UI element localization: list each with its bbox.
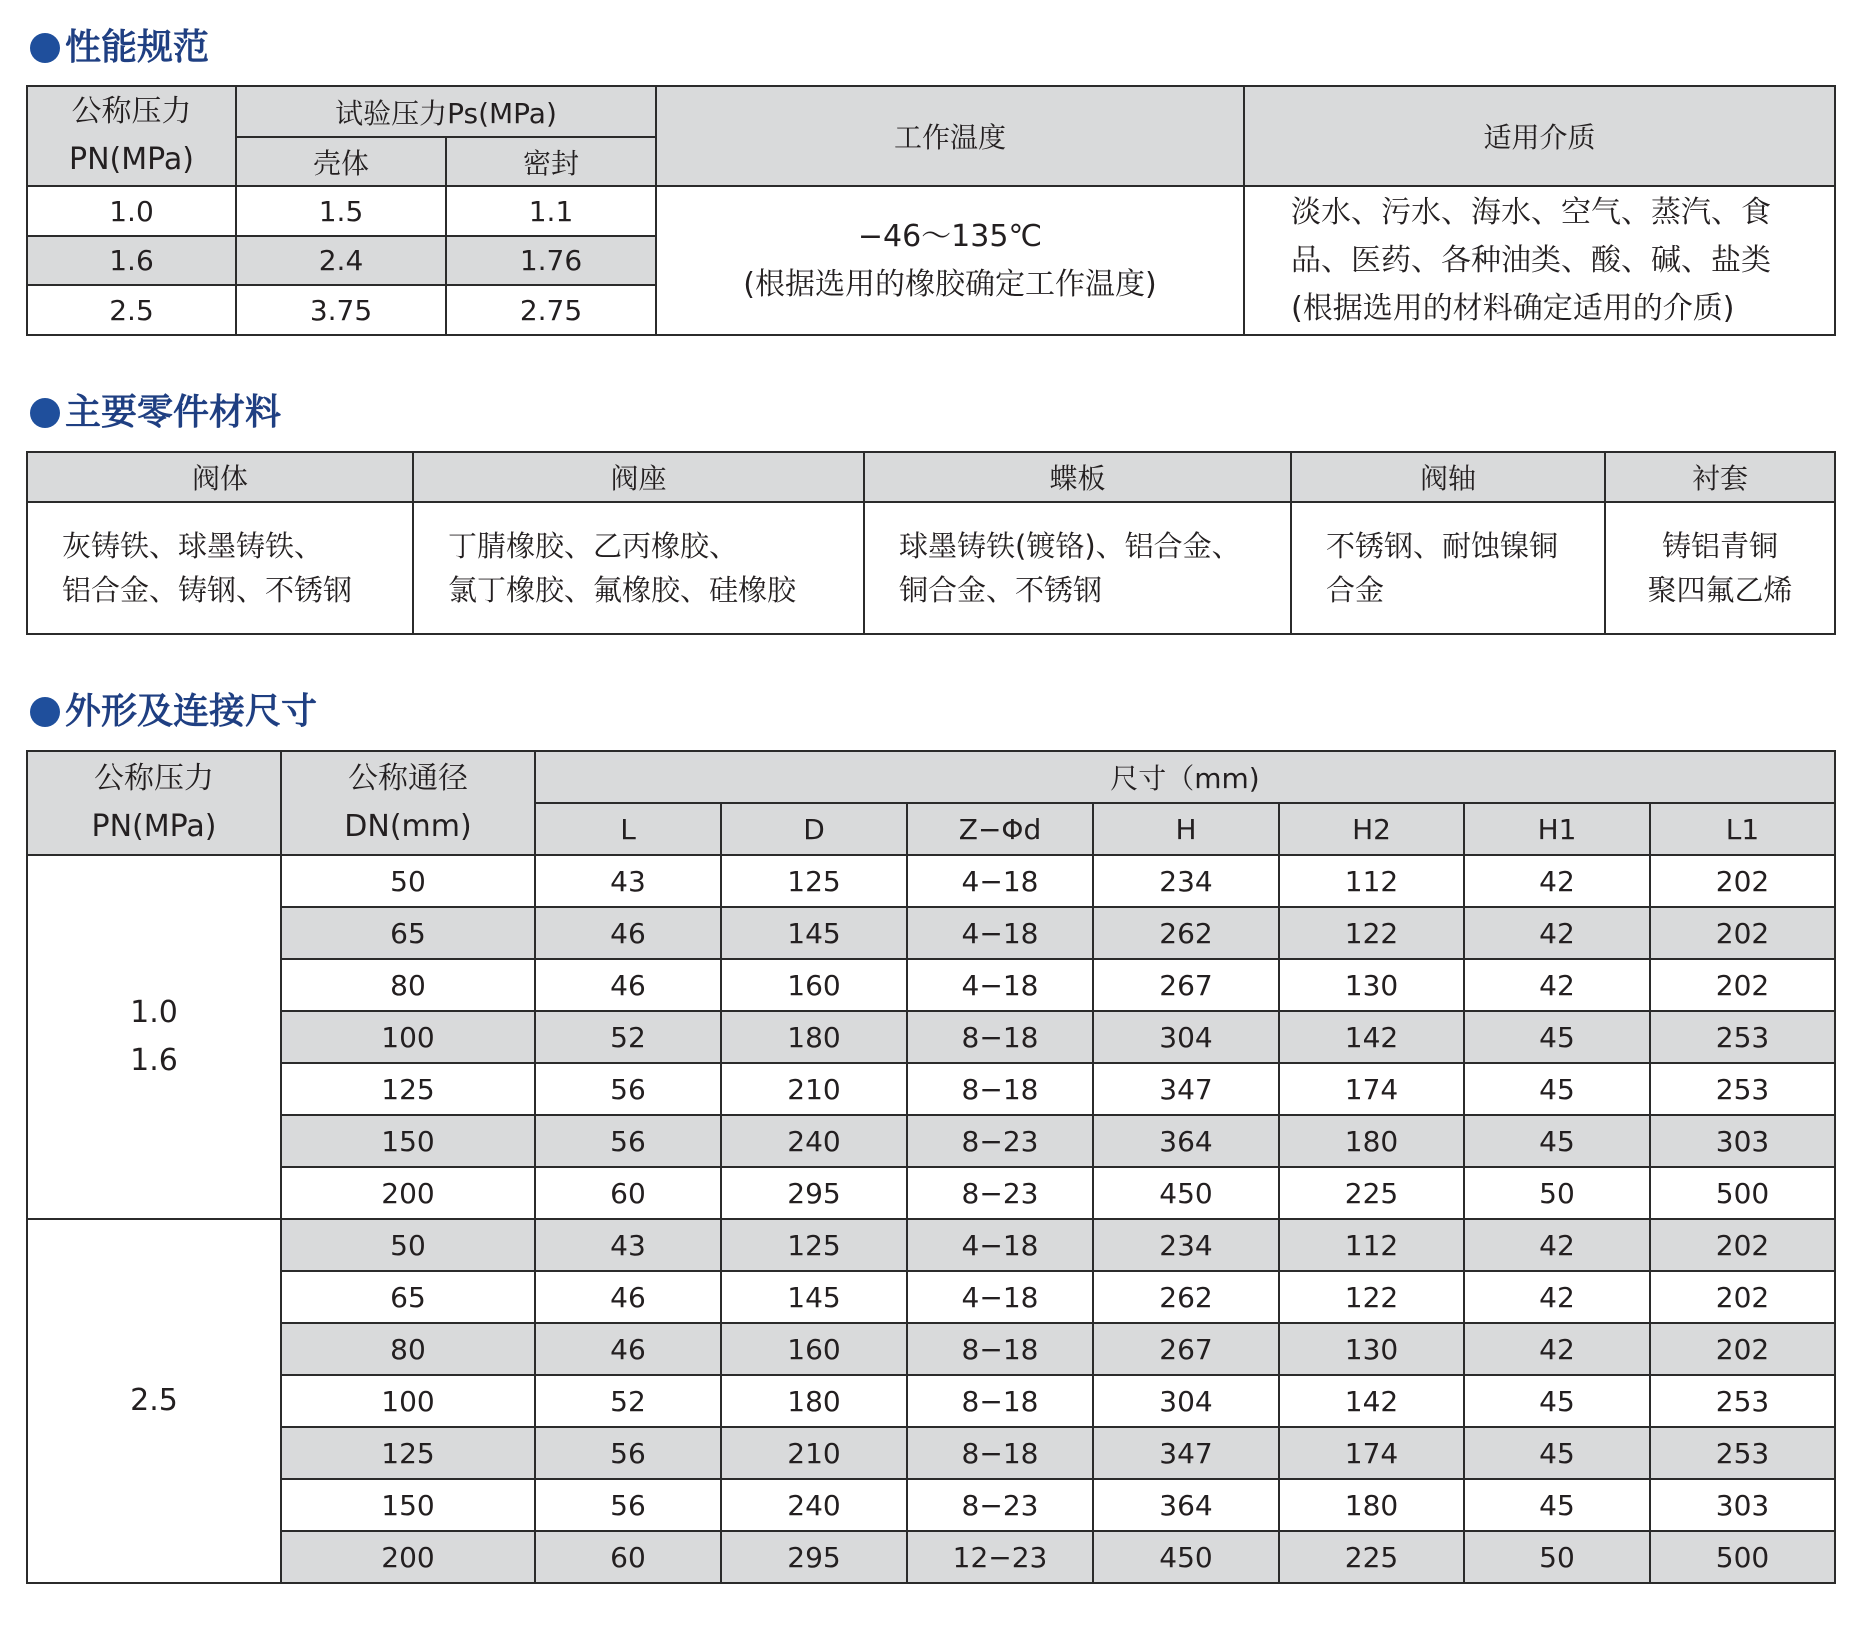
header-body: 阀体 — [27, 452, 413, 502]
cell-D: 180 — [721, 1011, 907, 1063]
cell-shaft-material — [1291, 502, 1605, 634]
cell-bushing-material — [1605, 502, 1835, 634]
cell-H: 364 — [1093, 1479, 1279, 1531]
header-pn-line2: PN(MPa) — [91, 809, 217, 844]
header-seal: 密封 — [446, 137, 656, 186]
cell-H2: 112 — [1279, 1219, 1464, 1271]
header-dn-line1: 公称通径 — [348, 761, 468, 796]
cell-dn: 100 — [281, 1011, 535, 1063]
cell-dn: 100 — [281, 1375, 535, 1427]
table-row — [27, 1323, 1835, 1375]
cell-D: 145 — [721, 907, 907, 959]
header-col-H1: H1 — [1464, 803, 1650, 855]
header-col-L: L — [535, 803, 721, 855]
cell-H1: 50 — [1464, 1531, 1650, 1583]
table-row — [27, 1115, 1835, 1167]
pn-value: 1.0 — [130, 995, 178, 1030]
cell-dn: 125 — [281, 1063, 535, 1115]
cell-dn: 65 — [281, 907, 535, 959]
material-line: 球墨铸铁(镀铬)、铝合金、 — [899, 529, 1241, 563]
cell-H2: 225 — [1279, 1531, 1464, 1583]
material-line: 不锈钢、耐蚀镍铜 — [1326, 529, 1559, 563]
cell-D: 210 — [721, 1427, 907, 1479]
header-pn — [27, 86, 236, 186]
cell-H2: 174 — [1279, 1063, 1464, 1115]
material-line: 铸铝青铜 — [1661, 529, 1778, 563]
cell-dn: 200 — [281, 1531, 535, 1583]
bullet-icon — [30, 33, 60, 63]
cell-L: 46 — [535, 959, 721, 1011]
cell-seal: 1.1 — [446, 186, 656, 236]
cell-H2: 225 — [1279, 1167, 1464, 1219]
cell-H2: 180 — [1279, 1115, 1464, 1167]
table-row — [27, 1167, 1835, 1219]
material-line: 氯丁橡胶、氟橡胶、硅橡胶 — [448, 573, 797, 607]
cell-H2: 174 — [1279, 1427, 1464, 1479]
cell-Z: 8−18 — [907, 1375, 1093, 1427]
table-row — [27, 855, 1835, 907]
cell-L: 46 — [535, 1323, 721, 1375]
cell-D: 145 — [721, 1271, 907, 1323]
material-line: 合金 — [1326, 573, 1385, 607]
cell-dn: 200 — [281, 1167, 535, 1219]
materials-table — [26, 451, 1836, 635]
cell-D: 125 — [721, 1219, 907, 1271]
cell-pn — [27, 855, 281, 1219]
cell-H1: 42 — [1464, 959, 1650, 1011]
header-pn-line2: PN(MPa) — [69, 142, 194, 177]
material-line: 丁腈橡胶、乙丙橡胶、 — [448, 529, 739, 563]
cell-H1: 42 — [1464, 1219, 1650, 1271]
cell-H: 450 — [1093, 1531, 1279, 1583]
cell-Z: 8−18 — [907, 1011, 1093, 1063]
header-temperature: 工作温度 — [656, 86, 1244, 186]
cell-pn — [27, 1219, 281, 1583]
cell-H2: 142 — [1279, 1011, 1464, 1063]
cell-L1: 202 — [1650, 907, 1835, 959]
cell-H1: 45 — [1464, 1115, 1650, 1167]
cell-L: 56 — [535, 1063, 721, 1115]
cell-L: 60 — [535, 1531, 721, 1583]
cell-shell: 1.5 — [236, 186, 446, 236]
header-col-D: D — [721, 803, 907, 855]
cell-Z: 4−18 — [907, 1219, 1093, 1271]
table-row — [27, 1479, 1835, 1531]
cell-pn: 2.5 — [27, 285, 236, 335]
cell-H1: 45 — [1464, 1427, 1650, 1479]
table-row — [27, 1375, 1835, 1427]
cell-dn: 80 — [281, 1323, 535, 1375]
cell-H: 304 — [1093, 1011, 1279, 1063]
header-media: 适用介质 — [1244, 86, 1835, 186]
table-row — [27, 1531, 1835, 1583]
header-col-H2: H2 — [1279, 803, 1464, 855]
cell-H2: 130 — [1279, 1323, 1464, 1375]
cell-L: 60 — [535, 1167, 721, 1219]
cell-media — [1244, 186, 1835, 335]
table-row — [27, 1063, 1835, 1115]
temp-note: (根据选用的橡胶确定工作温度) — [743, 266, 1157, 302]
material-line: 聚四氟乙烯 — [1647, 573, 1793, 607]
performance-table — [26, 85, 1836, 336]
cell-dn: 80 — [281, 959, 535, 1011]
cell-dn: 50 — [281, 1219, 535, 1271]
cell-seal: 2.75 — [446, 285, 656, 335]
cell-D: 125 — [721, 855, 907, 907]
cell-seat-material — [413, 502, 864, 634]
cell-H1: 45 — [1464, 1063, 1650, 1115]
cell-L1: 500 — [1650, 1531, 1835, 1583]
cell-D: 240 — [721, 1479, 907, 1531]
header-col-H: H — [1093, 803, 1279, 855]
bullet-icon — [30, 398, 60, 428]
cell-L1: 500 — [1650, 1167, 1835, 1219]
table-row — [27, 1011, 1835, 1063]
cell-temperature — [656, 186, 1244, 335]
cell-H1: 42 — [1464, 1323, 1650, 1375]
cell-dn: 125 — [281, 1427, 535, 1479]
cell-seal: 1.76 — [446, 236, 656, 285]
cell-Z: 8−23 — [907, 1479, 1093, 1531]
cell-H1: 50 — [1464, 1167, 1650, 1219]
header-pn-line1: 公称压力 — [94, 761, 214, 796]
cell-L1: 202 — [1650, 1271, 1835, 1323]
header-col-L1: L1 — [1650, 803, 1835, 855]
temp-range: −46～135℃ — [857, 218, 1043, 254]
dimensions-table — [26, 750, 1836, 1584]
header-pn — [27, 751, 281, 855]
cell-L1: 202 — [1650, 1323, 1835, 1375]
table-row — [27, 186, 1835, 236]
header-dn — [281, 751, 535, 855]
header-test-pressure: 试验压力Ps(MPa) — [236, 86, 656, 137]
cell-dn: 65 — [281, 1271, 535, 1323]
section-title-text: 性能规范 — [65, 27, 210, 68]
section-title-materials — [30, 389, 281, 437]
cell-Z: 8−23 — [907, 1167, 1093, 1219]
cell-D: 295 — [721, 1167, 907, 1219]
header-shaft: 阀轴 — [1291, 452, 1605, 502]
cell-dn: 50 — [281, 855, 535, 907]
cell-L: 56 — [535, 1479, 721, 1531]
cell-H2: 122 — [1279, 907, 1464, 959]
cell-L: 52 — [535, 1011, 721, 1063]
material-line: 铜合金、不锈钢 — [899, 573, 1103, 607]
cell-H: 347 — [1093, 1427, 1279, 1479]
cell-Z: 4−18 — [907, 855, 1093, 907]
cell-Z: 8−18 — [907, 1323, 1093, 1375]
cell-D: 160 — [721, 959, 907, 1011]
material-line: 灰铸铁、球墨铸铁、 — [62, 529, 324, 563]
table-row — [27, 1271, 1835, 1323]
section-title-dimensions — [30, 688, 317, 736]
cell-H: 262 — [1093, 1271, 1279, 1323]
cell-L: 43 — [535, 1219, 721, 1271]
cell-L: 56 — [535, 1115, 721, 1167]
cell-L: 46 — [535, 907, 721, 959]
material-line: 铝合金、铸钢、不锈钢 — [62, 573, 353, 607]
header-pn-line1: 公称压力 — [71, 94, 192, 129]
cell-Z: 4−18 — [907, 1271, 1093, 1323]
cell-L1: 303 — [1650, 1479, 1835, 1531]
cell-Z: 8−18 — [907, 1063, 1093, 1115]
media-line-1: 淡水、污水、海水、空气、蒸汽、食 — [1291, 194, 1771, 230]
table-row — [27, 959, 1835, 1011]
cell-L: 52 — [535, 1375, 721, 1427]
cell-H2: 130 — [1279, 959, 1464, 1011]
cell-D: 210 — [721, 1063, 907, 1115]
cell-Z: 8−18 — [907, 1427, 1093, 1479]
header-shell: 壳体 — [236, 137, 446, 186]
cell-H: 364 — [1093, 1115, 1279, 1167]
cell-H: 304 — [1093, 1375, 1279, 1427]
cell-H1: 45 — [1464, 1375, 1650, 1427]
cell-Z: 4−18 — [907, 907, 1093, 959]
pn-value: 2.5 — [130, 1383, 178, 1418]
media-line-3: (根据选用的材料确定适用的介质) — [1291, 290, 1735, 326]
table-row — [27, 1427, 1835, 1479]
cell-dn: 150 — [281, 1479, 535, 1531]
cell-shell: 2.4 — [236, 236, 446, 285]
cell-L1: 202 — [1650, 1219, 1835, 1271]
header-col-Z: Z−Φd — [907, 803, 1093, 855]
cell-H2: 112 — [1279, 855, 1464, 907]
cell-H1: 42 — [1464, 907, 1650, 959]
header-disc: 蝶板 — [864, 452, 1291, 502]
section-title-performance — [30, 24, 209, 72]
cell-H: 450 — [1093, 1167, 1279, 1219]
cell-L: 56 — [535, 1427, 721, 1479]
cell-L1: 202 — [1650, 959, 1835, 1011]
section-title-text: 主要零件材料 — [65, 392, 282, 433]
cell-pn: 1.6 — [27, 236, 236, 285]
cell-H: 262 — [1093, 907, 1279, 959]
cell-H: 234 — [1093, 1219, 1279, 1271]
cell-D: 240 — [721, 1115, 907, 1167]
pn-value: 1.6 — [130, 1043, 178, 1078]
cell-L1: 253 — [1650, 1011, 1835, 1063]
cell-L1: 253 — [1650, 1427, 1835, 1479]
cell-dn: 150 — [281, 1115, 535, 1167]
cell-L1: 253 — [1650, 1063, 1835, 1115]
cell-H2: 142 — [1279, 1375, 1464, 1427]
cell-L1: 253 — [1650, 1375, 1835, 1427]
header-size: 尺寸（mm) — [535, 751, 1835, 803]
cell-D: 160 — [721, 1323, 907, 1375]
cell-disc-material — [864, 502, 1291, 634]
cell-H: 347 — [1093, 1063, 1279, 1115]
header-seat: 阀座 — [413, 452, 864, 502]
header-dn-line2: DN(mm) — [344, 809, 472, 844]
cell-Z: 8−23 — [907, 1115, 1093, 1167]
cell-D: 180 — [721, 1375, 907, 1427]
cell-H2: 180 — [1279, 1479, 1464, 1531]
cell-body-material — [27, 502, 413, 634]
bullet-icon — [30, 697, 60, 727]
cell-H1: 42 — [1464, 855, 1650, 907]
cell-H: 267 — [1093, 959, 1279, 1011]
section-title-text: 外形及连接尺寸 — [65, 691, 318, 732]
cell-pn: 1.0 — [27, 186, 236, 236]
cell-H1: 42 — [1464, 1271, 1650, 1323]
cell-H1: 45 — [1464, 1011, 1650, 1063]
cell-H1: 45 — [1464, 1479, 1650, 1531]
cell-L1: 202 — [1650, 855, 1835, 907]
cell-L: 43 — [535, 855, 721, 907]
cell-Z: 12−23 — [907, 1531, 1093, 1583]
cell-H2: 122 — [1279, 1271, 1464, 1323]
cell-shell: 3.75 — [236, 285, 446, 335]
table-row — [27, 907, 1835, 959]
cell-H: 267 — [1093, 1323, 1279, 1375]
cell-H: 234 — [1093, 855, 1279, 907]
cell-Z: 4−18 — [907, 959, 1093, 1011]
cell-L1: 303 — [1650, 1115, 1835, 1167]
cell-L: 46 — [535, 1271, 721, 1323]
media-line-2: 品、医药、各种油类、酸、碱、盐类 — [1291, 242, 1771, 278]
header-bushing: 衬套 — [1605, 452, 1835, 502]
cell-D: 295 — [721, 1531, 907, 1583]
table-row — [27, 1219, 1835, 1271]
